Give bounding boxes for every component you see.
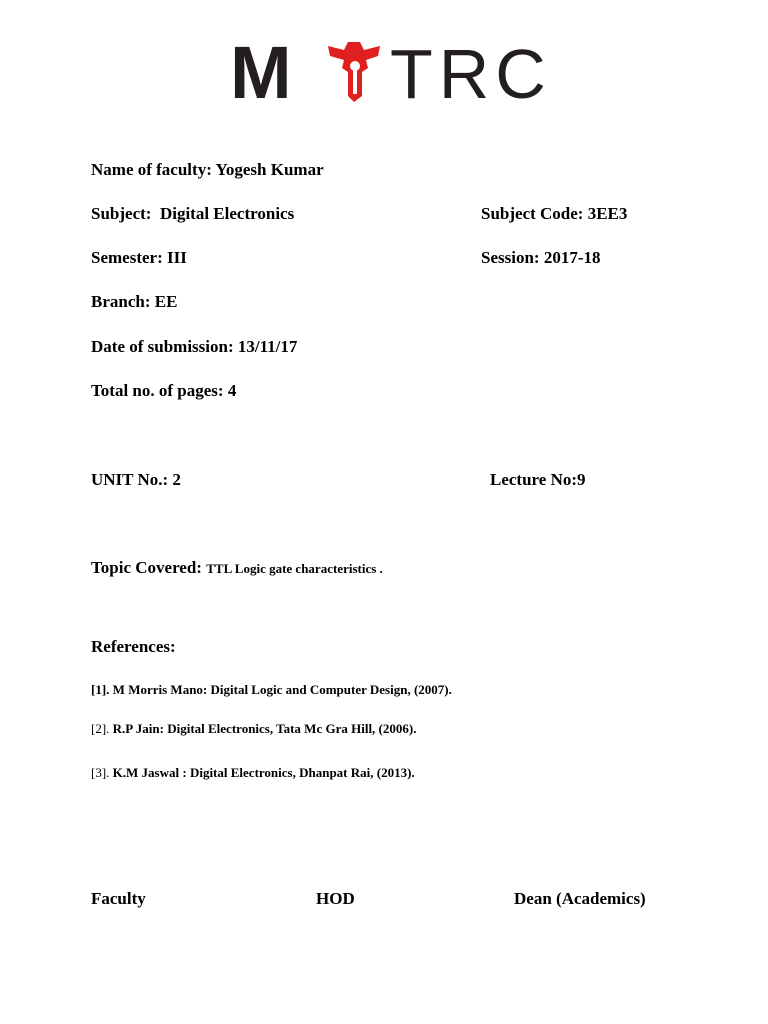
semester-value: III: [167, 248, 187, 267]
pages-line: [91, 380, 236, 402]
reference-number: [2].: [91, 721, 110, 736]
subject-value: Digital Electronics: [159, 204, 295, 223]
reference-number: [3].: [91, 765, 110, 780]
faculty-label: Name of faculty:: [91, 160, 212, 179]
subject-code-line: [481, 203, 627, 225]
reference-item-1: [91, 681, 452, 699]
signature-hod: HOD: [316, 889, 355, 908]
branch-line: [91, 291, 177, 313]
reference-number: [1].: [91, 682, 110, 697]
reference-text: K.M Jaswal : Digital Electronics, Dhanpat Rai, (2013).: [112, 765, 415, 780]
reference-item-2: [91, 720, 416, 738]
faculty-line: [91, 159, 324, 181]
submission-label: Date of submission:: [91, 337, 234, 356]
submission-value: 13/11/17: [237, 337, 298, 356]
mitrc-logo: [230, 38, 582, 104]
subject-code-value: 3EE3: [587, 204, 628, 223]
reference-item-3: [91, 764, 415, 782]
topic-label: Topic Covered:: [91, 558, 202, 577]
subject-code-label: Subject Code:: [481, 204, 584, 223]
pages-value: 4: [227, 381, 237, 400]
unit-line: [91, 469, 181, 491]
logo-graphic: [230, 38, 582, 104]
signature-dean: Dean (Academics): [514, 889, 646, 908]
logo-letters-trc: TRC: [390, 38, 552, 104]
submission-line: [91, 336, 297, 358]
session-line: [481, 247, 601, 269]
logo-letter-m: M: [230, 38, 292, 104]
subject-label: Subject:: [91, 204, 152, 223]
unit-value: 2: [172, 470, 181, 489]
lecture-value: 9: [577, 470, 586, 489]
references-heading: References:: [91, 637, 176, 656]
pen-nib-icon: [328, 42, 380, 102]
session-value: 2017-18: [543, 248, 601, 267]
lecture-label: Lecture No:: [490, 470, 578, 489]
pages-label: Total no. of pages:: [91, 381, 224, 400]
reference-text: M Morris Mano: Digital Logic and Computer Design, (2007).: [112, 682, 452, 697]
semester-label: Semester:: [91, 248, 163, 267]
reference-text: R.P Jain: Digital Electronics, Tata Mc Gra Hill, (2006).: [112, 721, 417, 736]
unit-label: UNIT No.:: [91, 470, 169, 489]
signature-faculty: Faculty: [91, 889, 146, 908]
topic-line: [91, 557, 383, 580]
session-label: Session:: [481, 248, 540, 267]
subject-line: [91, 203, 294, 225]
semester-line: [91, 247, 187, 269]
lecture-line: [490, 469, 586, 491]
branch-value: EE: [154, 292, 178, 311]
branch-label: Branch:: [91, 292, 151, 311]
topic-value: TTL Logic gate characteristics .: [206, 561, 383, 576]
faculty-value: Yogesh Kumar: [215, 160, 324, 179]
